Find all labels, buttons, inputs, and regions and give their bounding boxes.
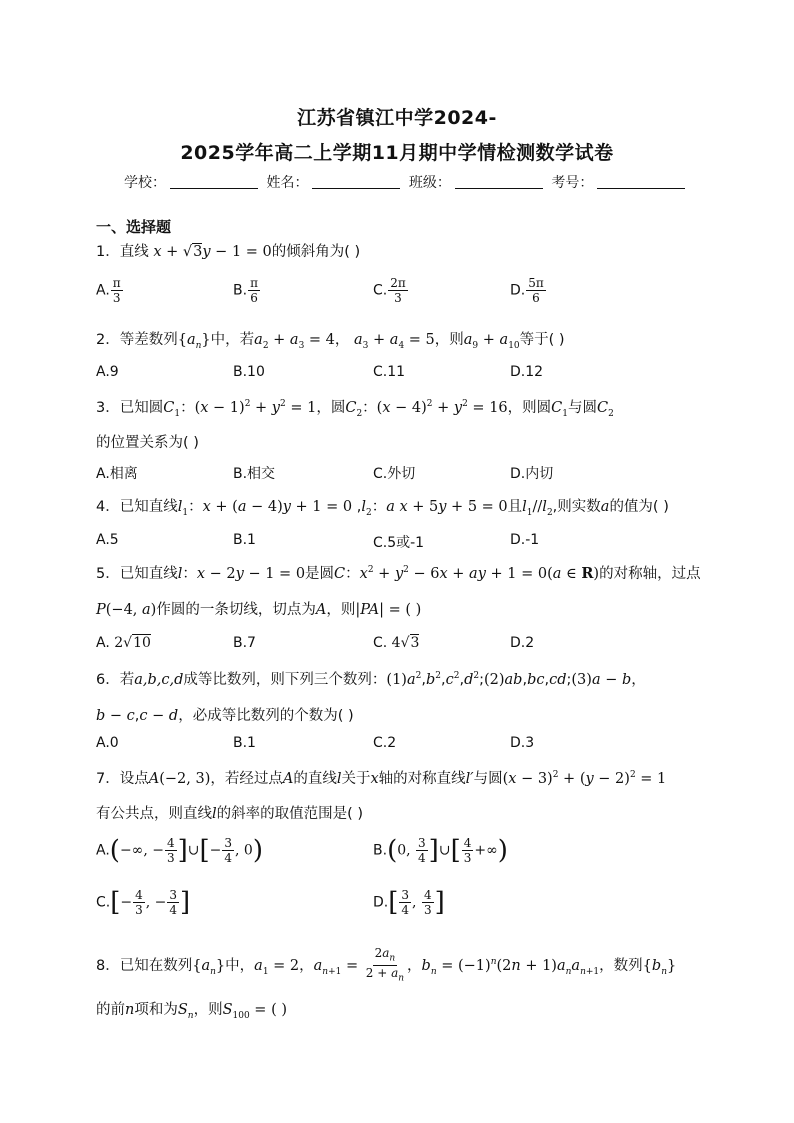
math-expression: x	[153, 244, 162, 260]
option-b[interactable]: B.相交	[233, 466, 276, 482]
option-c[interactable]: C.[− $\frac{4}{3}$ , − $\frac{3}{4}$ ]	[96, 887, 191, 918]
option-d[interactable]: D.-1	[510, 532, 540, 548]
option-c[interactable]: C.11	[373, 364, 406, 380]
question-text: 的倾斜角为( )	[271, 244, 361, 260]
option-c[interactable]: C. 4√3	[373, 635, 420, 651]
option-c[interactable]: C.2	[373, 735, 397, 751]
option-d[interactable]: D.3	[510, 735, 535, 751]
exam-title-line2: 2025学年高二上学期11月期中学情检测数学试卷	[180, 142, 614, 164]
question-5: 5．已知直线l：x − 2y − 1 = 0是圆C：$x^2 + y^2 - 6x$ + ay + 1 = 0(a ∈ R)的对称轴，过点	[96, 565, 701, 582]
option-b[interactable]: B.(0, $\frac{3}{4}$ ]∪[ $\frac{4}{3}$ +∞)	[373, 835, 508, 866]
option-b[interactable]: B.1	[233, 735, 256, 751]
exam-title-line1: 江苏省镇江中学2024-	[297, 107, 497, 129]
question-5-line2: P(−4, a)作圆的一条切线，切点为A，则|PA| = ( )	[96, 602, 422, 618]
option-a[interactable]: A.相离	[96, 466, 138, 482]
school-blank[interactable]	[170, 174, 258, 189]
option-b[interactable]: B.7	[233, 635, 256, 651]
option-a[interactable]: A.(−∞, − $\frac{4}{3}$ ]∪[− $\frac{3}{4}$ , 0)	[96, 835, 263, 866]
student-info-row	[124, 172, 689, 192]
school-label: 学校：	[124, 175, 166, 191]
question-text: 直线	[119, 244, 149, 260]
option-b[interactable]: B. $\frac{\pi}{6}$	[233, 276, 258, 305]
exam-number-blank[interactable]	[597, 174, 685, 189]
option-b[interactable]: B.1	[233, 532, 256, 548]
option-d[interactable]: D.[ $\frac{3}{4}$ , $\frac{4}{3}$ ]	[373, 887, 445, 918]
name-blank[interactable]	[312, 174, 400, 189]
option-c[interactable]: C.外切	[373, 466, 416, 482]
question-1-options	[96, 276, 696, 316]
option-d[interactable]: D.12	[510, 364, 544, 380]
question-3: 3．已知圆$C_1$：$(x - 1)^2 + y^2 = 1$，圆$C_2$：$(x - 4)^2 + y^2 = 16$，则圆$C_1$与圆$C_2$	[96, 399, 614, 419]
option-a[interactable]: A. $\frac{\pi}{3}$	[96, 276, 121, 305]
class-blank[interactable]	[455, 174, 543, 189]
question-8-line2: 的前n项和为$S_n$，则$S_{100}$ = ( )	[96, 1002, 287, 1021]
question-1: 1．直线 x + √3y − 1 = 0的倾斜角为( )	[96, 244, 361, 260]
question-8: 8．已知在数列$\{a_n\}$中，$a_1 = 2$，$a_{n+1}$ = $\frac{2a_n}{2 + a_n}$ ，$b_n = (-1)^n(2n + 1)a_na_{n+1}$，数列$\{b_n\}$	[96, 946, 677, 984]
question-7-options-row1	[96, 836, 696, 876]
option-d[interactable]: D.内切	[510, 466, 554, 482]
option-a[interactable]: A.0	[96, 735, 119, 751]
option-d[interactable]: D. $\frac{5\pi}{6}$	[510, 276, 544, 305]
question-4: 4．已知直线$l_1$：x + (a − 4)y + 1 = 0 $,l_2$：a x + 5y + 5 = 0且$l_1//l_2$,则实数a的值为( )	[96, 499, 669, 518]
question-7-options-row2	[96, 888, 696, 928]
option-d[interactable]: D.2	[510, 635, 535, 651]
question-2: 2．等差数列$\{a_n\}$中，若$a_2 + a_3 = 4$， $a_3 + a_4 = 5$，则$a_9 + a_{10}$等于( )	[96, 332, 565, 351]
option-a[interactable]: A. 2√10	[96, 635, 151, 651]
option-a[interactable]: A.5	[96, 532, 119, 548]
question-7-line2: 有公共点，则直线l的斜率的取值范围是( )	[96, 806, 364, 822]
option-c[interactable]: C. $\frac{2\pi}{3}$	[373, 276, 406, 305]
question-number: 1．	[96, 244, 120, 260]
option-c[interactable]: C.5或-1	[373, 535, 425, 551]
class-label: 班级：	[408, 175, 451, 191]
option-b[interactable]: B.10	[233, 364, 265, 380]
question-6-line2: b − c,c − d，必成等比数列的个数为( )	[96, 708, 354, 724]
option-a[interactable]: A.9	[96, 364, 119, 380]
section-heading: 一、选择题	[96, 218, 172, 236]
exam-number-label: 考号：	[551, 175, 594, 191]
name-label: 姓名：	[266, 175, 309, 191]
question-6: 6．若a,b,c,d成等比数列，则下列三个数列：$(1)a^2,b^2,c^2,d^2;(2)ab,bc,cd;(3)a - b$，	[96, 671, 646, 688]
question-3-line2: 的位置关系为( )	[96, 435, 199, 451]
question-7: 7．设点A(−2, 3)，若经过点A的直线l关于x轴的对称直线l′与圆$(x - 3)^2 + (y - 2)^2 = 1$	[96, 770, 667, 787]
